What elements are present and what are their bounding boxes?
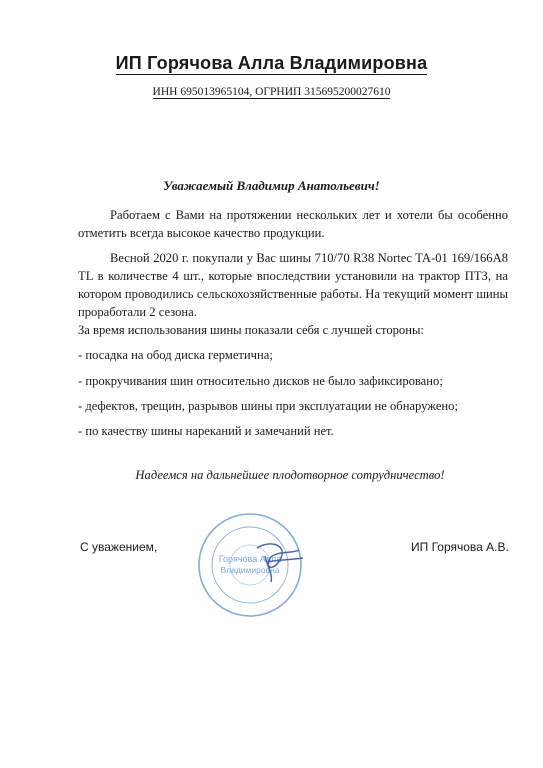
company-registration: ИНН 695013965104, ОГРНИП 315695200027610: [152, 86, 391, 98]
regards: С уважением,: [80, 540, 158, 554]
list-item: - по качеству шины нареканий и замечаний нет.: [78, 424, 334, 438]
paragraph-1: Работаем с Вами на протяжении нескольких лет и хотели бы особенно отметить всегда высокое качество продукции.: [78, 208, 508, 240]
closing-hope: Надеемся на дальнейшее плодотворное сотрудничество!: [135, 468, 445, 482]
list-item: - дефектов, трещин, разрывов шины при эксплуатации не обнаружено;: [78, 399, 458, 413]
salutation: Уважаемый Владимир Анатольевич!: [163, 178, 380, 193]
company-title: ИП Горячова Алла Владимировна: [115, 53, 428, 73]
list-item: - прокручивания шин относительно дисков не было зафиксировано;: [78, 374, 443, 388]
paragraph-2: Весной 2020 г. покупали у Вас шины 710/70 R38 Nortec TA-01 169/166A8 TL в количестве 4 шт., которые впоследствии установили на трактор ПТЗ, на котором проводились сельскохозяйственные работы. На текущий момент шины проработали 2 сезона.: [78, 251, 508, 319]
stamp-text-line-2: Владимировна: [220, 565, 280, 575]
list-intro: За время использования шины показали себя с лучшей стороны:: [78, 323, 424, 337]
stamp-text-line-1: Горячова Алла: [218, 554, 282, 564]
signatory-name: ИП Горячова А.В.: [411, 540, 509, 554]
list-item: - посадка на обод диска герметична;: [78, 348, 273, 362]
company-stamp: [195, 510, 305, 620]
